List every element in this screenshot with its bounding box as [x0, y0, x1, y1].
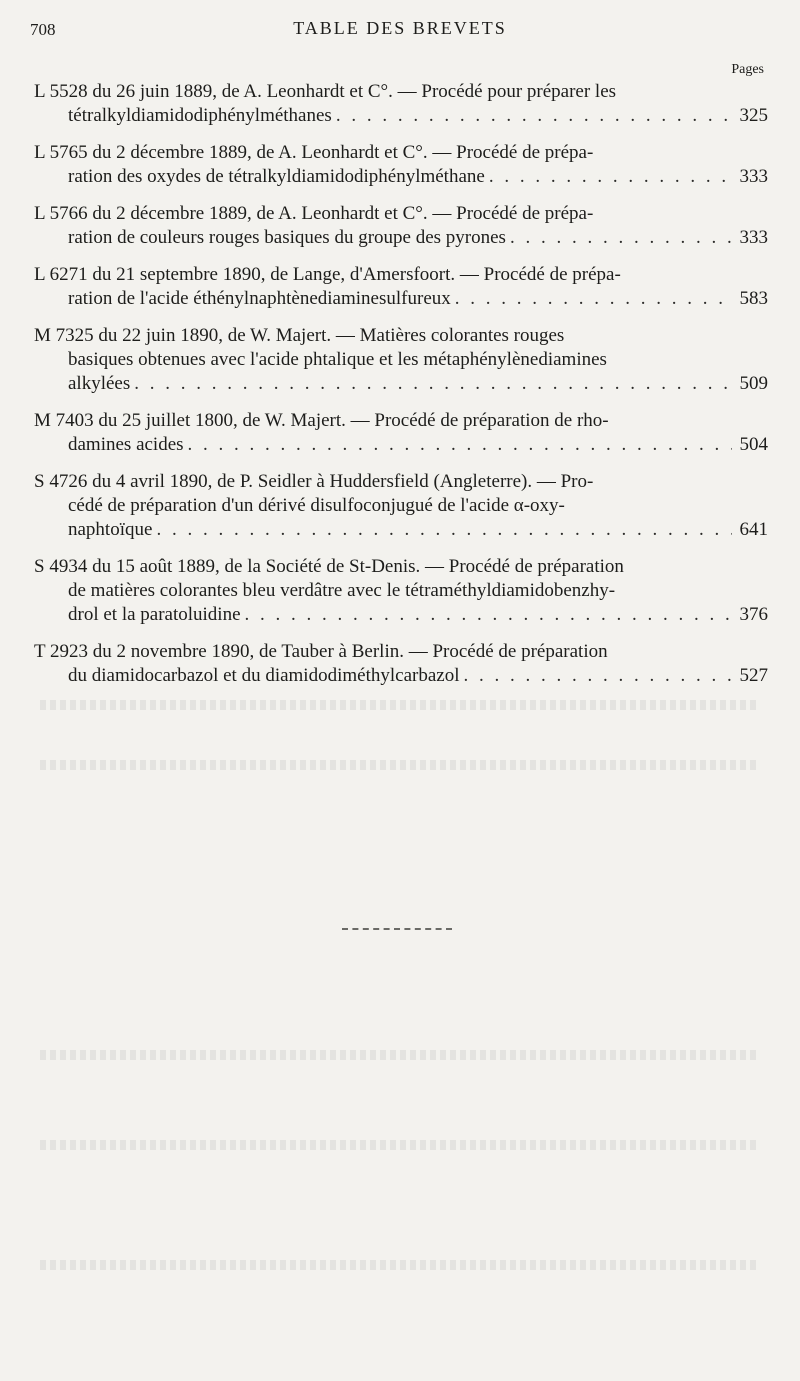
entry-page-ref: 509 — [739, 373, 768, 394]
entry-last-line — [34, 433, 768, 457]
patent-entry — [34, 409, 768, 457]
show-through-texture — [40, 700, 760, 710]
show-through-texture — [40, 1260, 760, 1270]
entry-last-text: naphtoïque — [68, 519, 153, 540]
show-through-texture — [40, 1140, 760, 1150]
patent-entry — [34, 640, 768, 688]
entry-page-ref: 376 — [739, 604, 768, 625]
entry-last-text: ration de couleurs rouges basiques du groupe des pyrones — [68, 227, 506, 248]
patent-entry — [34, 80, 768, 128]
entry-last-line — [34, 603, 768, 627]
entry-page-ref: 325 — [739, 105, 768, 126]
entry-last-text: ration des oxydes de tétralkyldiamidodiphénylméthane — [68, 166, 485, 187]
dot-leader — [463, 664, 732, 688]
entry-lead-line: S 4726 du 4 avril 1890, de P. Seidler à Huddersfield (Angleterre). — Pro- — [34, 471, 594, 492]
pages-column-label: Pages — [731, 62, 764, 77]
entry-last-text: drol et la paratoluidine — [68, 604, 241, 625]
entry-last-text: damines acides — [68, 434, 184, 455]
entry-page-ref: 583 — [739, 288, 768, 309]
entry-last-line — [34, 165, 768, 189]
page-number: 708 — [30, 20, 56, 39]
section-end-rule — [342, 928, 452, 932]
entry-last-line — [34, 372, 768, 396]
dot-leader — [510, 226, 732, 250]
patent-entry — [34, 324, 768, 396]
entry-page-ref: 641 — [739, 519, 768, 540]
entry-last-text: ration de l'acide éthénylnaphtènediaminesulfureux — [68, 288, 451, 309]
patent-entry — [34, 141, 768, 189]
dot-leader — [134, 372, 732, 396]
entry-lead-line: L 5766 du 2 décembre 1889, de A. Leonhardt et C°. — Procédé de prépa- — [34, 203, 594, 224]
dot-leader — [489, 165, 732, 189]
entry-lead-line: L 5765 du 2 décembre 1889, de A. Leonhardt et C°. — Procédé de prépa- — [34, 142, 594, 163]
patent-entry — [34, 263, 768, 311]
patent-entry — [34, 470, 768, 542]
patent-entry — [34, 202, 768, 250]
entry-page-ref: 333 — [739, 227, 768, 248]
show-through-texture — [40, 760, 760, 770]
entry-last-text: alkylées — [68, 373, 131, 394]
running-title: TABLE DES BREVETS — [293, 18, 507, 38]
entry-lead-line: S 4934 du 15 août 1889, de la Société de St-Denis. — Procédé de préparation — [34, 556, 624, 577]
show-through-texture — [40, 1050, 760, 1060]
dot-leader — [188, 433, 732, 457]
dot-leader — [455, 287, 732, 311]
entry-last-line — [34, 287, 768, 311]
entry-page-ref: 527 — [739, 665, 768, 686]
entry-page-ref: 333 — [739, 166, 768, 187]
entry-lead-line: L 5528 du 26 juin 1889, de A. Leonhardt et C°. — Procédé pour préparer les — [34, 81, 617, 102]
dot-leader — [245, 603, 732, 627]
entry-lead-line: T 2923 du 2 novembre 1890, de Tauber à Berlin. — Procédé de préparation — [34, 641, 608, 662]
entry-continuation-line: de matières colorantes bleu verdâtre avec le tétraméthyldiamidobenzhy- — [68, 580, 616, 601]
entry-last-line — [34, 518, 768, 542]
entry-last-line — [34, 104, 768, 128]
dot-leader — [156, 518, 732, 542]
patent-entries-list — [34, 80, 768, 701]
entry-last-line — [34, 664, 768, 688]
entry-lead-line: M 7403 du 25 juillet 1800, de W. Majert. — Procédé de préparation de rho- — [34, 410, 609, 431]
entry-last-text: tétralkyldiamidodiphénylméthanes — [68, 105, 332, 126]
entry-last-text: du diamidocarbazol et du diamidodiméthylcarbazol — [68, 665, 460, 686]
entry-lead-line: M 7325 du 22 juin 1890, de W. Majert. — Matières colorantes rouges — [34, 325, 565, 346]
dot-leader — [336, 104, 732, 128]
patent-entry — [34, 555, 768, 627]
entry-continuation-line: cédé de préparation d'un dérivé disulfoconjugué de l'acide α-oxy- — [68, 495, 565, 516]
entry-last-line — [34, 226, 768, 250]
entry-continuation-line: basiques obtenues avec l'acide phtalique et les métaphénylènediamines — [68, 349, 607, 370]
entry-page-ref: 504 — [739, 434, 768, 455]
entry-lead-line: L 6271 du 21 septembre 1890, de Lange, d'Amersfoort. — Procédé de prépa- — [34, 264, 621, 285]
